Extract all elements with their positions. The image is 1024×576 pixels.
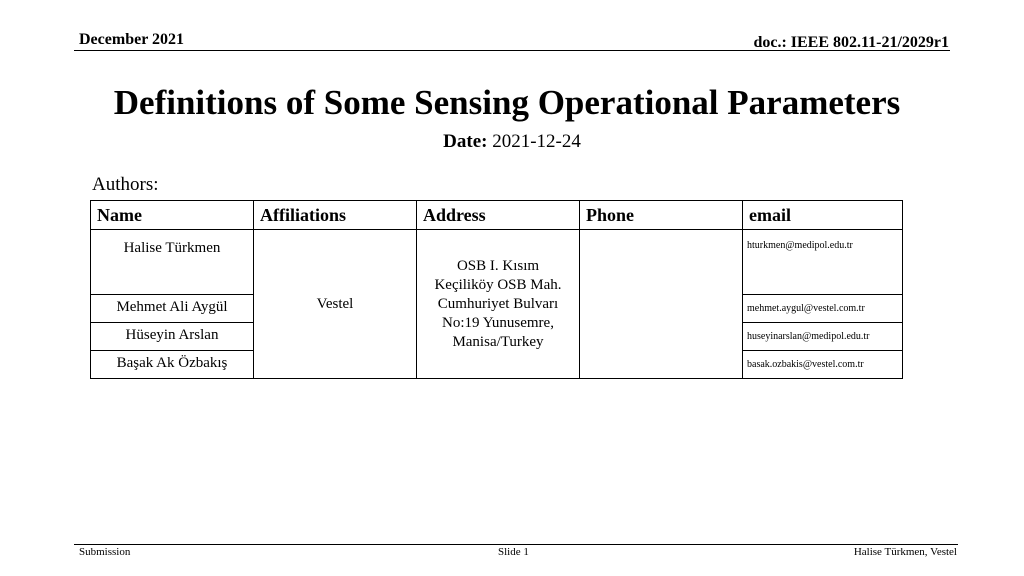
footer-author: Halise Türkmen, Vestel xyxy=(853,546,957,558)
column-header-name: Name xyxy=(91,201,254,230)
header-date: December 2021 xyxy=(79,31,184,48)
address-line: Cumhuriyet Bulvarı xyxy=(437,295,559,312)
date-label: Date: xyxy=(443,131,488,152)
affiliation-cell: Vestel xyxy=(254,230,417,379)
author-name: Mehmet Ali Aygül xyxy=(91,295,254,323)
authors-table xyxy=(90,200,903,379)
address-cell xyxy=(417,230,580,379)
author-email: basak.ozbakis@vestel.com.tr xyxy=(743,351,903,379)
header-divider xyxy=(74,50,950,51)
column-header-phone: Phone xyxy=(580,201,743,230)
column-header-email: email xyxy=(743,201,903,230)
author-name: Başak Ak Özbakış xyxy=(91,351,254,379)
address-line: No:19 Yunusemre, xyxy=(442,314,554,331)
author-email: huseyinarslan@medipol.edu.tr xyxy=(743,323,903,351)
column-header-address: Address xyxy=(417,201,580,230)
table-row xyxy=(91,230,903,295)
footer-divider xyxy=(74,544,958,545)
author-name: Hüseyin Arslan xyxy=(91,323,254,351)
table-header-row xyxy=(91,201,903,230)
footer-slide-number: Slide 1 xyxy=(498,546,529,558)
phone-cell xyxy=(580,230,743,379)
authors-label: Authors: xyxy=(92,174,159,195)
author-name: Halise Türkmen xyxy=(91,230,254,295)
header-doc-id: doc.: IEEE 802.11-21/2029r1 xyxy=(753,34,949,51)
column-header-affiliations: Affiliations xyxy=(254,201,417,230)
author-email: hturkmen@medipol.edu.tr xyxy=(743,230,903,295)
author-email: mehmet.aygul@vestel.com.tr xyxy=(743,295,903,323)
slide-title: Definitions of Some Sensing Operational Parameters xyxy=(113,83,901,122)
date-value: 2021-12-24 xyxy=(492,131,581,152)
date-line xyxy=(0,131,1024,153)
address-line: Manisa/Turkey xyxy=(452,333,544,350)
address-line: OSB I. Kısım xyxy=(456,257,540,274)
address-line: Keçiliköy OSB Mah. xyxy=(434,276,562,293)
footer-submission: Submission xyxy=(79,546,131,558)
